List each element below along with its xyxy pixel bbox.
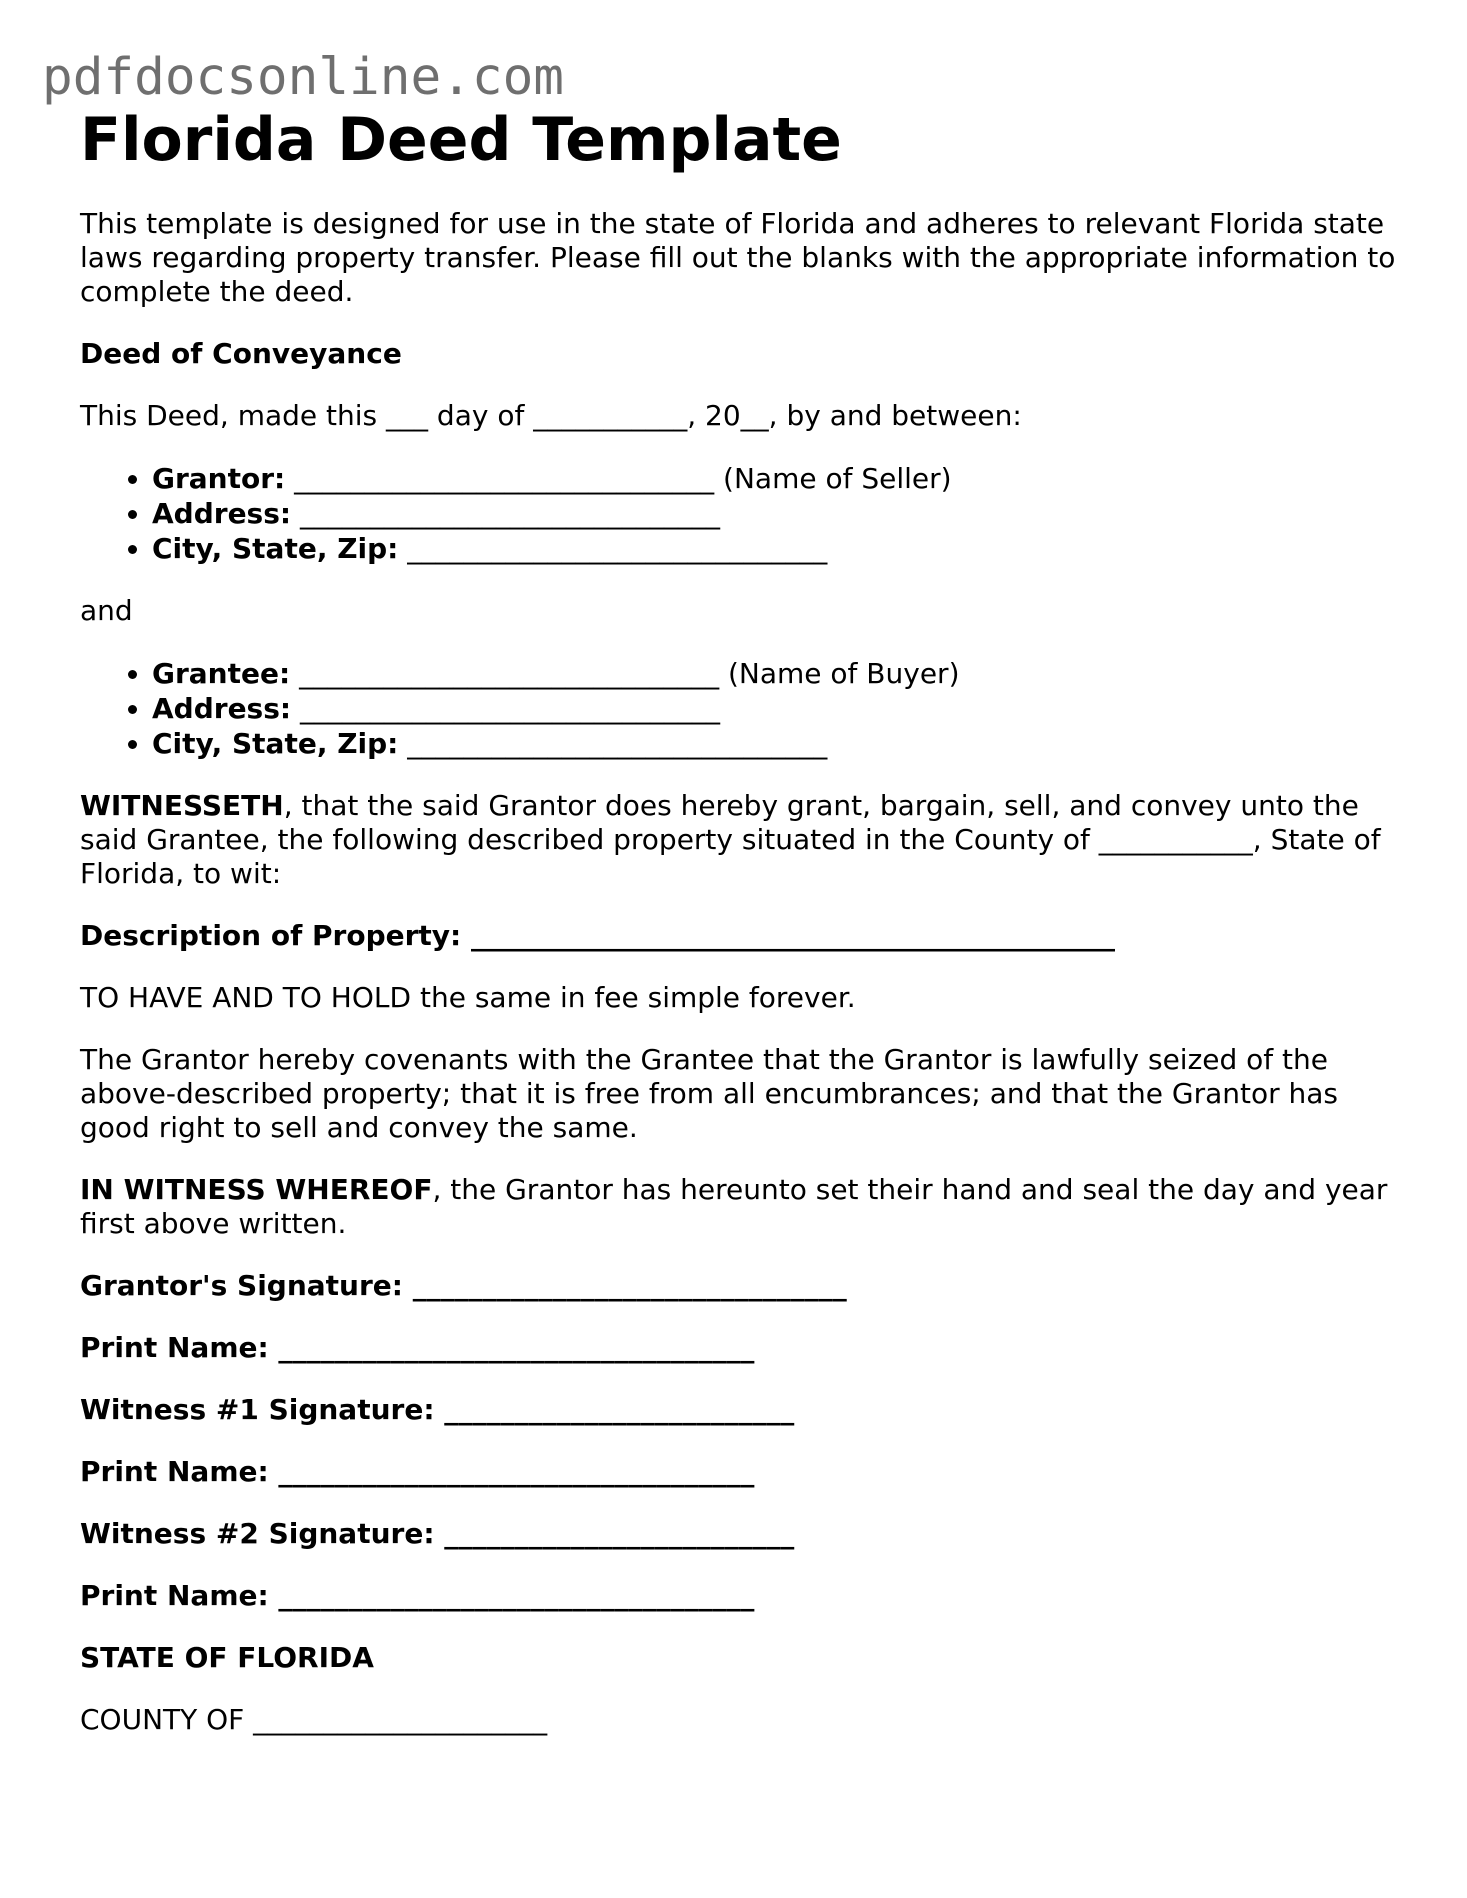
grantor-print-name-label: Print Name: bbox=[80, 1331, 269, 1364]
and-text: and bbox=[80, 594, 133, 627]
witness1-print-name-label: Print Name: bbox=[80, 1455, 269, 1488]
grantee-list bbox=[80, 656, 1400, 761]
in-witness-text: , the Grantor has hereunto set their hand and seal the day and year first above written. bbox=[80, 1173, 1388, 1240]
witness2-print-name-blank: __________________________________ bbox=[268, 1579, 755, 1612]
grantee-city-blank: ______________________________ bbox=[398, 727, 828, 760]
grantor-address-blank: ______________________________ bbox=[291, 497, 720, 530]
grantor-print-name-blank: __________________________________ bbox=[268, 1331, 755, 1364]
document-page bbox=[80, 98, 1400, 1737]
witness1-print-name-line bbox=[80, 1455, 1400, 1489]
in-witness-paragraph bbox=[80, 1173, 1400, 1241]
watermark-text: pdfdocsonline.com bbox=[42, 48, 564, 107]
intro-paragraph: This template is designed for use in the state of Florida and adheres to relevant Florida state laws regarding property transfer. Please fill out the blanks with the appropriate information to complete the deed. bbox=[80, 207, 1396, 308]
grantor-city-blank: ______________________________ bbox=[398, 532, 828, 565]
witness1-signature-blank: _________________________ bbox=[434, 1393, 795, 1426]
witness2-print-name-label: Print Name: bbox=[80, 1579, 269, 1612]
grantor-blank: ______________________________ (Name of Seller) bbox=[285, 462, 952, 495]
description-label: Description of Property: bbox=[80, 919, 462, 952]
covenant-paragraph: The Grantor hereby covenants with the Grantee that the Grantor is lawfully seized of the above-described property; that it is free from all encumbrances; and that the Grantor has good right to sell and convey the same. bbox=[80, 1043, 1339, 1144]
grantor-signature-label: Grantor's Signature: bbox=[80, 1269, 403, 1302]
witnesseth-lead: WITNESSETH bbox=[80, 789, 284, 822]
description-line bbox=[80, 919, 1400, 953]
witness2-signature-line bbox=[80, 1517, 1400, 1551]
in-witness-lead: IN WITNESS WHEREOF bbox=[80, 1173, 433, 1206]
grantee-city-label: City, State, Zip: bbox=[152, 727, 399, 760]
witness1-signature-label: Witness #1 Signature: bbox=[80, 1393, 435, 1426]
grantor-signature-line bbox=[80, 1269, 1400, 1303]
deed-date-line: This Deed, made this ___ day of ___________, 20__, by and between: bbox=[80, 399, 1022, 432]
witness2-signature-label: Witness #2 Signature: bbox=[80, 1517, 435, 1550]
habendum-clause: TO HAVE AND TO HOLD the same in fee simple forever. bbox=[80, 981, 856, 1014]
witness2-signature-blank: _________________________ bbox=[434, 1517, 795, 1550]
state-heading: STATE OF FLORIDA bbox=[80, 1641, 374, 1674]
witness1-signature-line bbox=[80, 1393, 1400, 1427]
grantor-address-label: Address: bbox=[152, 497, 292, 530]
grantee-label: Grantee: bbox=[152, 657, 291, 690]
grantee-address-item bbox=[152, 691, 1400, 726]
grantor-label: Grantor: bbox=[152, 462, 286, 495]
grantee-blank: ______________________________ (Name of Buyer) bbox=[290, 657, 960, 690]
grantee-address-label: Address: bbox=[152, 692, 292, 725]
grantor-name-item bbox=[152, 461, 1400, 496]
grantor-list bbox=[80, 461, 1400, 566]
county-line: COUNTY OF _____________________ bbox=[80, 1703, 548, 1736]
grantee-name-item bbox=[152, 656, 1400, 691]
witness1-print-name-blank: __________________________________ bbox=[268, 1455, 755, 1488]
grantor-city-label: City, State, Zip: bbox=[152, 532, 399, 565]
description-blank: ______________________________________________ bbox=[461, 919, 1116, 952]
witness2-print-name-line bbox=[80, 1579, 1400, 1613]
witnesseth-text: , that the said Grantor does hereby grant, bargain, sell, and convey unto the said Grantee, the following described property situated in the County of ___________, State of Florida, to wit: bbox=[80, 789, 1381, 890]
grantor-signature-blank: _______________________________ bbox=[402, 1269, 847, 1302]
grantor-city-item bbox=[152, 531, 1400, 566]
document-title: Florida Deed Template bbox=[80, 105, 842, 175]
section-title: Deed of Conveyance bbox=[80, 337, 402, 370]
grantee-address-blank: ______________________________ bbox=[291, 692, 720, 725]
grantee-city-item bbox=[152, 726, 1400, 761]
witnesseth-paragraph bbox=[80, 789, 1400, 891]
grantor-print-name-line bbox=[80, 1331, 1400, 1365]
grantor-address-item bbox=[152, 496, 1400, 531]
